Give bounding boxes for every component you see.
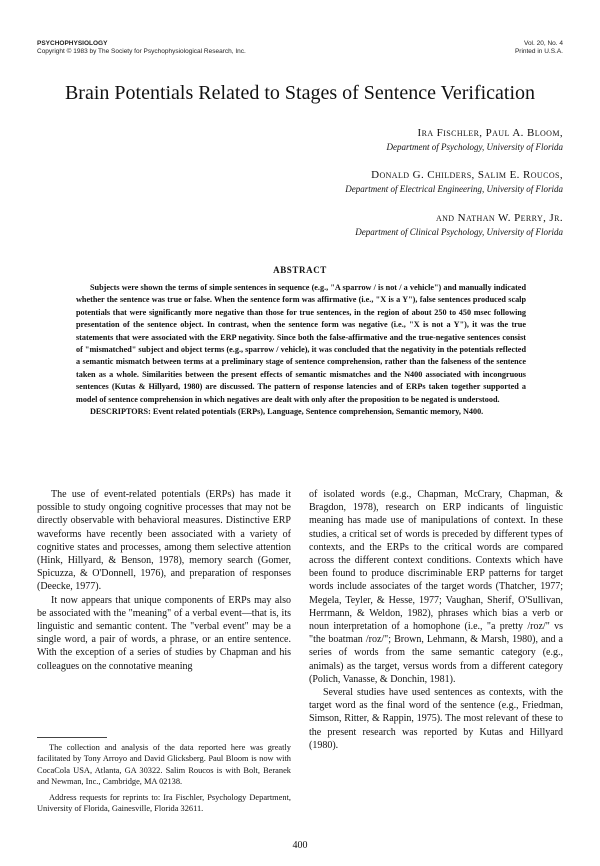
author-names-1: Ira Fischler, Paul A. Bloom, bbox=[417, 127, 563, 139]
footnote-divider bbox=[37, 737, 107, 738]
author-affiliation-3: Department of Clinical Psychology, University of Florida bbox=[355, 227, 563, 237]
body-left-column bbox=[37, 488, 291, 673]
author-names-3: and Nathan W. Perry, Jr. bbox=[435, 212, 563, 224]
author-affiliation-2: Department of Electrical Engineering, University of Florida bbox=[345, 184, 563, 194]
descriptors: DESCRIPTORS: Event related potentials (ERPs), Language, Sentence comprehension, Semantic memory, N400. bbox=[90, 407, 484, 417]
printed-info: Printed in U.S.A. bbox=[514, 48, 563, 55]
body-paragraph: It now appears that unique components of ERPs may also be associated with the "meaning" of a verbal event—that is, its linguistic and semantic content. The "verbal event" may be a single word, a pair of words, a phrase, or an entire sentence. With the exception of a series of studies by Chapman and his colleagues on the connotative meaning bbox=[37, 594, 291, 672]
abstract-heading: ABSTRACT bbox=[273, 265, 327, 275]
running-header-left bbox=[37, 40, 246, 56]
author-names-2: Donald G. Childers, Salim E. Roucos, bbox=[371, 169, 563, 181]
journal-name: PSYCHOPHYSIOLOGY bbox=[37, 40, 108, 47]
footnote-reprints: Address requests for reprints to: Ira Fischler, Psychology Department, University of Florida, Gainesville, Florida 32611. bbox=[37, 792, 291, 814]
body-paragraph: of isolated words (e.g., Chapman, McCrary, Chapman, & Bragdon, 1978), research on ERP indicants of linguistic meaning has made use of manipulations of context. In these studies, a critical set of words is preceded by different types of contexts, and the ERPs to the critical words are compared across the different context conditions. Contexts which have been found to produce discriminable ERP patterns for target words include associates of the target words (Thatcher, 1977; Megela, Teyler, & Hesse, 1977; Vaughan, Sherif, O'Sullivan, Herrmann, & Weldon, 1982), phrases which bias a verb or noun interpretation of a homophone (i.e., "a pretty /roz/" vs "the boatman /roz/"; Brown, Lehmann, & Marsh, 1980), and a series of words from the same semantic category (e.g., animals) as the target, versus words from a different category (Polich, Vanasse, & Donchin, 1981). bbox=[309, 489, 563, 685]
abstract-block bbox=[76, 282, 526, 418]
author-affiliation-1: Department of Psychology, University of Florida bbox=[386, 142, 563, 152]
copyright-line: Copyright © 1983 by The Society for Psychophysiological Research, Inc. bbox=[37, 48, 246, 55]
article-title: Brain Potentials Related to Stages of Sentence Verification bbox=[64, 82, 536, 104]
body-paragraph: The use of event-related potentials (ERPs) has made it possible to study ongoing cognitive processes that may not be directly observable with behavioral measures. Distinctive ERP waveforms have recently been associated with a variety of cognitive states and processes, among them selective attention (Hink, Hillyard, & Benson, 1978), memory search (Gomer, Spicuzza, & O'Donnell, 1976), and preparation of responses (Deecke, 1977). bbox=[37, 489, 291, 593]
running-header-right bbox=[515, 40, 563, 56]
footnote-acknowledgment: The collection and analysis of the data reported here was greatly facilitated by Tony Arroyo and David Glicksberg. Paul Bloom is now with CocaCola USA, Atlanta, GA 30322. Salim Roucos is with Bolt, Beranek and Newman, Inc., Cambridge, MA 02138. bbox=[37, 743, 291, 787]
page-number: 400 bbox=[292, 840, 308, 851]
volume-info: Vol. 20, No. 4 bbox=[523, 40, 563, 47]
body-paragraph: Several studies have used sentences as contexts, with the target word as the final word of the sentence (e.g., Friedman, Simson, Ritter, & Rappin, 1975). The most relevant of these to the present research was reported by Kutas and Hillyard (1980). bbox=[309, 687, 563, 751]
footnotes bbox=[37, 742, 291, 818]
abstract-text: Subjects were shown the terms of simple sentences in sequence (e.g., "A sparrow / is not / a vehicle") and manually indicated whether the sentence was true or false. When the sentence form was affirmative (i.e., "X is a Y"), false sentences produced scalp potentials that were significantly more negative than those for true sentences, in the region of about 250 to 450 msec following presentation of the sentence object. In contrast, when the sentence form was negative (i.e., "X is not a Y"), it was the true statements that were associated with the ERP negativity. Since both the false-affirmative and the true-negative sentences consist of "mismatched" subject and object terms (e.g., sparrow / vehicle), it was concluded that the negativity in the potentials reflected a semantic mismatch between terms at a preliminary stage of sentence comprehension, rather than the falseness of the sentence taken as a whole. Similarities between the present effects of semantic mismatches and the N400 associated with incongruous sentences (Kutas & Hillyard, 1980) are discussed. The pattern of response latencies and of ERPs taken together supported a model of sentence comprehension in which negatives are dealt with only after the proposition to be negated is understood. bbox=[76, 283, 526, 404]
body-right-column bbox=[309, 488, 563, 752]
